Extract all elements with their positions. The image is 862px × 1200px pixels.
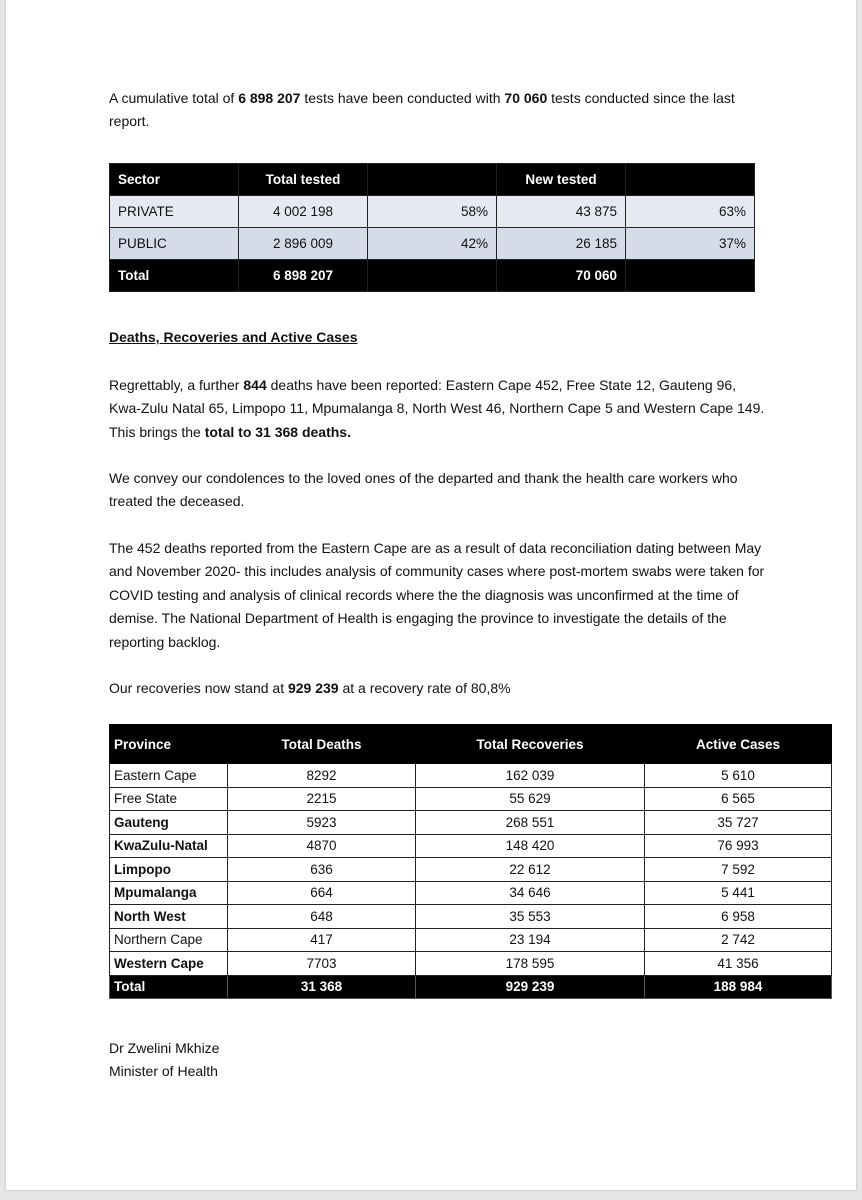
intro-text-3: tests conducted since the last report. [109, 90, 735, 130]
active-cell: 41 356 [645, 952, 832, 976]
active-cell: 7 592 [645, 858, 832, 882]
deaths-cell: 7703 [228, 952, 416, 976]
deaths-text-2: deaths have been reported: Eastern Cape 452, Free State 12, Gauteng 96, Kwa-Zulu Natal 65, Limpopo 11, Mpumalanga 8, North West 46, Northern Cape 5 and Western Cape 149. This brings the [109, 377, 765, 440]
section-heading: Deaths, Recoveries and Active Cases [109, 329, 358, 345]
sector-table-header [110, 164, 755, 196]
deaths-cell: 4870 [228, 834, 416, 858]
active-cell: 5 610 [645, 764, 832, 788]
total-tested-cell: 4 002 198 [239, 196, 368, 228]
header-total-tested: Total tested [239, 164, 368, 196]
recoveries-paragraph [109, 677, 769, 700]
recoveries-value: 929 239 [287, 680, 339, 696]
recoveries-cell: 148 420 [416, 834, 645, 858]
active-cell: 5 441 [645, 881, 832, 905]
total-deaths-phrase: total to 31 368 deaths. [204, 423, 351, 440]
table-row [110, 905, 832, 929]
header-new-pct [626, 164, 755, 196]
deaths-cell: 8292 [228, 764, 416, 788]
recoveries-cell: 162 039 [416, 764, 645, 788]
signatory-name: Dr Zwelini Mkhize [109, 1040, 220, 1056]
table-row [110, 834, 832, 858]
province-table [109, 724, 832, 999]
recoveries-text-1: Our recoveries now stand at [109, 680, 288, 696]
total-pct-cell: 58% [368, 196, 497, 228]
recoveries-cell: 35 553 [416, 905, 645, 929]
deaths-paragraph [109, 374, 769, 444]
table-row [110, 196, 755, 228]
sector-total-row [110, 260, 755, 292]
active-cell: 35 727 [645, 811, 832, 835]
signatory-title: Minister of Health [109, 1063, 218, 1080]
total-tested-cell: 2 896 009 [239, 228, 368, 260]
recoveries-cell: 268 551 [416, 811, 645, 835]
active-cell: 2 742 [645, 928, 832, 952]
sector-cell: PRIVATE [110, 196, 239, 228]
header-province: Province [110, 725, 228, 764]
table-row [110, 881, 832, 905]
tests-summary-paragraph [109, 87, 769, 134]
total-tested-sum-cell: 6 898 207 [239, 260, 368, 292]
intro-text-2: tests have been conducted with [300, 90, 505, 106]
deaths-cell: 636 [228, 858, 416, 882]
table-row [110, 764, 832, 788]
signature-block [109, 1037, 769, 1084]
recoveries-cell: 23 194 [416, 928, 645, 952]
province-total-row [110, 975, 832, 998]
header-active-cases: Active Cases [645, 725, 832, 764]
eastern-cape-note-paragraph: The 452 deaths reported from the Eastern Cape are as a result of data reconciliation dating between May and November 2020- this includes analysis of community cases where post-mortem swabs were taken for COVID testing and analysis of clinical records where the the diagnosis was unconfirmed at the time of demise. The National Department of Health is engaging the province to investigate the details of the reporting backlog. [109, 540, 765, 650]
deaths-cell: 417 [228, 928, 416, 952]
deaths-cell: 5923 [228, 811, 416, 835]
total-deaths-sum-cell: 31 368 [228, 975, 416, 998]
table-row [110, 228, 755, 260]
active-cell: 6 565 [645, 787, 832, 811]
total-recoveries-sum-cell: 929 239 [416, 975, 645, 998]
province-cell: Free State [110, 787, 228, 811]
empty-cell [368, 260, 497, 292]
recoveries-cell: 34 646 [416, 881, 645, 905]
new-pct-cell: 37% [626, 228, 755, 260]
deaths-cell: 648 [228, 905, 416, 929]
province-table-header [110, 725, 832, 764]
total-active-sum-cell: 188 984 [645, 975, 832, 998]
sector-cell: PUBLIC [110, 228, 239, 260]
header-new-tested: New tested [497, 164, 626, 196]
header-sector: Sector [110, 164, 239, 196]
new-pct-cell: 63% [626, 196, 755, 228]
province-cell: Eastern Cape [110, 764, 228, 788]
sector-table [109, 163, 755, 292]
province-cell: Western Cape [110, 952, 228, 976]
header-total-deaths: Total Deaths [228, 725, 416, 764]
recoveries-cell: 178 595 [416, 952, 645, 976]
table-row [110, 811, 832, 835]
table-row [110, 928, 832, 952]
total-pct-cell: 42% [368, 228, 497, 260]
total-label-cell: Total [110, 975, 228, 998]
condolences-paragraph: We convey our condolences to the loved ones of the departed and thank the health care workers who treated the deceased. [109, 470, 738, 510]
intro-text-1: A cumulative total of [109, 90, 239, 106]
recoveries-text-2: at a recovery rate of 80,8% [338, 680, 511, 696]
new-tests-value: 70 060 [504, 90, 548, 106]
deaths-text-1: Regrettably, a further [109, 377, 244, 393]
new-tested-cell: 26 185 [497, 228, 626, 260]
active-cell: 76 993 [645, 834, 832, 858]
table-row [110, 787, 832, 811]
document-page [6, 0, 856, 1190]
table-row [110, 858, 832, 882]
province-cell: North West [110, 905, 228, 929]
new-deaths-value: 844 [243, 377, 267, 393]
new-tested-sum-cell: 70 060 [497, 260, 626, 292]
recoveries-cell: 55 629 [416, 787, 645, 811]
province-cell: KwaZulu-Natal [110, 834, 228, 858]
deaths-cell: 664 [228, 881, 416, 905]
deaths-cell: 2215 [228, 787, 416, 811]
province-cell: Limpopo [110, 858, 228, 882]
active-cell: 6 958 [645, 905, 832, 929]
recoveries-cell: 22 612 [416, 858, 645, 882]
empty-cell [626, 260, 755, 292]
header-total-recoveries: Total Recoveries [416, 725, 645, 764]
province-cell: Mpumalanga [110, 881, 228, 905]
total-tests-value: 6 898 207 [238, 90, 301, 106]
province-cell: Northern Cape [110, 928, 228, 952]
header-total-pct [368, 164, 497, 196]
total-label-cell: Total [110, 260, 239, 292]
province-cell: Gauteng [110, 811, 228, 835]
table-row [110, 952, 832, 976]
new-tested-cell: 43 875 [497, 196, 626, 228]
